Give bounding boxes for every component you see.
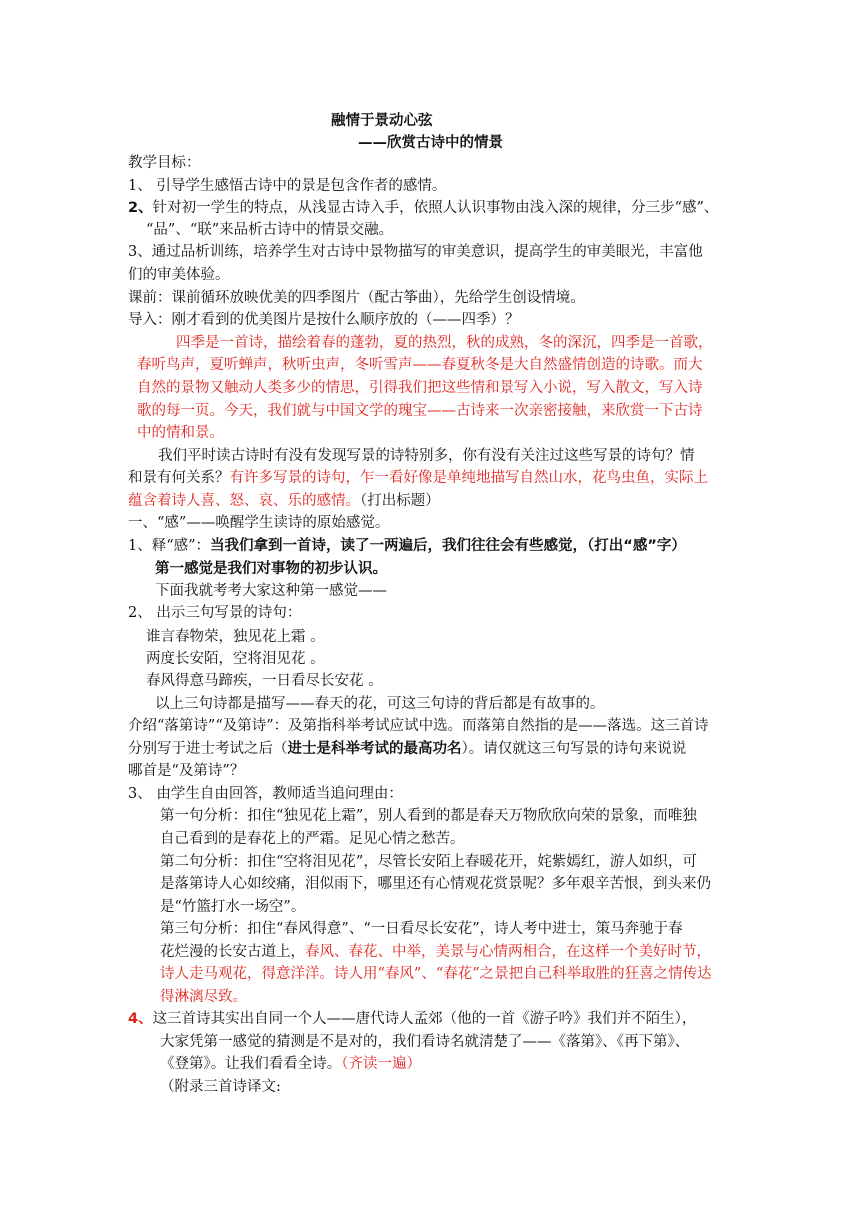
paragraph-2-line-1: 我们平时读古诗时有没有发现写景的诗特别多，你有没有关注过这些写景的诗句？情 xyxy=(158,448,695,464)
terms-line-2-b: ）。请仅就这三句写景的诗句来说说 xyxy=(461,741,687,757)
poem-line-3: 春风得意马蹄疾，一日看尽长安花 。 xyxy=(146,673,383,689)
paragraph-2-line-3 xyxy=(128,491,440,511)
document-subtitle: ——欣赏古诗中的情景 xyxy=(358,135,503,151)
analysis-1-line-1: 第一句分析：扣住“独见花上霜”，别人看到的都是春天万物欣欣向荣的景象，而唯独 xyxy=(160,808,697,824)
goal-2-text-a: 针对初一学生的特点，从浅显古诗入手，依照人认识事物由浅入深的规律，分三步“感”、 xyxy=(152,200,719,216)
item-2-heading: 2、 出示三句写景的诗句： xyxy=(128,605,302,621)
item-1-bold-a: 当我们拿到一首诗，读了一两遍后，我们往往会有些感觉，（打出“感”字） xyxy=(210,538,686,554)
goal-2-line-2: “品”、“联”来品析古诗中的情景交融。 xyxy=(146,222,394,238)
analysis-3-line-2 xyxy=(160,942,711,962)
item-4-line-2: 大家凭第一感觉的猜测是不是对的，我们看诗名就清楚了——《落第》、《再下第》、 xyxy=(160,1034,690,1050)
item-4-line-3 xyxy=(160,1054,421,1074)
intro-question: 导入：刚才看到的优美图片是按什么顺序放的（——四季）？ xyxy=(128,312,520,328)
goal-3-line-2: 们的审美体验。 xyxy=(128,267,230,283)
item-1-line-3: 下面我就考考大家这种第一感觉—— xyxy=(155,583,387,599)
analysis-3-line-2-black: 花烂漫的长安古道上， xyxy=(160,944,305,960)
item-3-heading: 3、 由学生自由回答，教师适当追问理由： xyxy=(128,786,403,802)
terms-line-2-a: 分别写于进士考试之后（ xyxy=(128,741,288,757)
goals-heading: 教学目标： xyxy=(128,155,201,171)
item-1-line-2: 第一感觉是我们对事物的初步认识。 xyxy=(155,561,387,577)
analysis-2-line-1: 第二句分析：扣住“空将泪见花”，尽管长安陌上春暖花开，姹紫嫣红，游人如织，可 xyxy=(160,854,697,870)
item-4-line-3-black: 《登第》。让我们看看全诗。 xyxy=(160,1056,342,1072)
terms-line-2 xyxy=(128,739,686,759)
red-paragraph-line-4: 歌的每一页。今天，我们就与中国文学的瑰宝——古诗来一次亲密接触，来欣赏一下古诗 xyxy=(137,403,703,419)
document-title: 融情于景动心弦 xyxy=(331,113,433,129)
paragraph-2-line-2 xyxy=(128,468,708,488)
pre-class-line: 课前：课前循环放映优美的四季图片（配古筝曲），先给学生创设情境。 xyxy=(128,290,585,306)
after-poems-line: 以上三句诗都是描写——春天的花，可这三句诗的背后都是有故事的。 xyxy=(155,696,605,712)
analysis-3-line-1: 第三句分析：扣住“春风得意”、“一日看尽长安花”，诗人考中进士，策马奔驰于春 xyxy=(160,921,683,937)
item-1-label: 1、释“感”： xyxy=(128,538,211,554)
item-4-number: 4、 xyxy=(128,1011,153,1027)
red-paragraph-line-2: 春听鸟声，夏听蝉声，秋听虫声，冬听雪声——春夏秋冬是大自然盛情创造的诗歌。而大 xyxy=(137,357,703,373)
goal-2-line-1 xyxy=(128,198,718,218)
poem-line-1: 谁言春物荣，独见花上霜 。 xyxy=(146,629,325,645)
goal-2-number: 2、 xyxy=(128,200,153,216)
item-4-text-a: 这三首诗其实出自同一个人——唐代诗人孟郊（他的一首《游子吟》我们并不陌生）， xyxy=(152,1011,697,1027)
section-1-heading: 一、“感”——唤醒学生读诗的原始感觉。 xyxy=(128,515,390,531)
paragraph-2-line-2-red: 有许多写景的诗句，乍一看好像是单纯地描写自然山水，花鸟虫鱼，实际上 xyxy=(229,470,708,486)
analysis-1-line-2: 自己看到的是春花上的严霜。足见心情之愁苦。 xyxy=(160,831,465,847)
paragraph-2-line-3-red: 蕴含着诗人喜、怒、哀、乐的感情。 xyxy=(128,493,360,509)
analysis-2-line-3: 是“竹篮打水一场空”。 xyxy=(160,899,306,915)
item-4-line-1 xyxy=(128,1009,696,1029)
analysis-2-line-2: 是落第诗人心如绞痛，泪似雨下，哪里还有心情观花赏景呢？多年艰辛苦恨，到头来仍 xyxy=(160,876,711,892)
poem-line-2: 两度长安陌，空将泪见花 。 xyxy=(146,651,325,667)
goal-1: 1、 引导学生感悟古诗中的景是包含作者的感情。 xyxy=(128,178,447,194)
paragraph-2-line-2-black: 和景有何关系？ xyxy=(128,470,230,486)
appendix-line: （附录三首诗译文: xyxy=(160,1079,281,1095)
terms-line-1: 介绍“落第诗”“及第诗”：及第指科举考试应试中选。而落第自然指的是——落选。这三首诗 xyxy=(128,718,709,734)
paragraph-2-line-3-black: （打出标题） xyxy=(360,493,440,509)
goal-3-line-1: 3、通过品析训练，培养学生对古诗中景物描写的审美意识，提高学生的审美眼光，丰富他 xyxy=(128,244,703,260)
terms-line-3: 哪首是“及第诗”？ xyxy=(128,763,245,779)
terms-line-2-bold: 进士是科举考试的最高功名 xyxy=(287,741,462,757)
red-paragraph-line-5: 中的情和景。 xyxy=(137,425,224,441)
item-1-line-1 xyxy=(128,536,686,556)
analysis-3-line-2-red: 春风、春花、中举，美景与心情两相合，在这样一个美好时节， xyxy=(305,944,711,960)
analysis-3-line-4: 得淋漓尽致。 xyxy=(160,989,247,1005)
red-paragraph-line-1: 四季是一首诗，描绘着春的蓬勃，夏的热烈，秋的成熟，冬的深沉，四季是一首歌， xyxy=(176,335,713,351)
item-4-line-3-red: （齐读一遍） xyxy=(341,1056,421,1072)
red-paragraph-line-3: 自然的景物又触动人类多少的情思，引得我们把这些情和景写入小说，写入散文，写入诗 xyxy=(137,380,703,396)
analysis-3-line-3: 诗人走马观花，得意洋洋。诗人用“春风”、“春花”之景把自己科举取胜的狂喜之情传达 xyxy=(160,966,712,982)
